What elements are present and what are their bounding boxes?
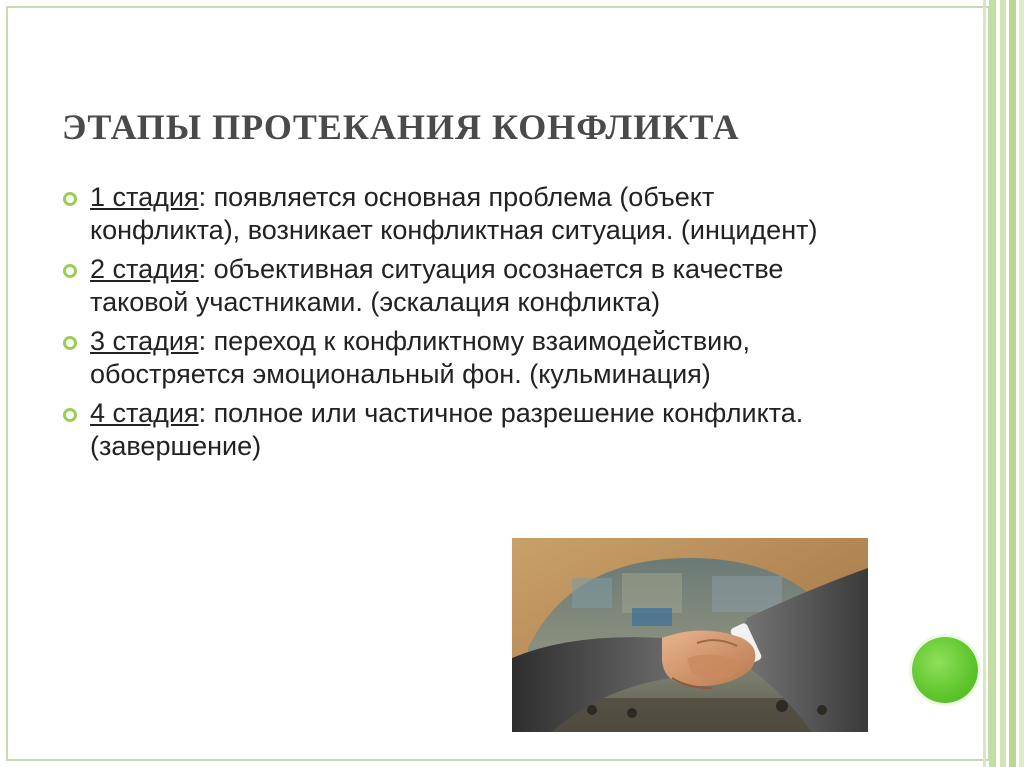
stage-label: 1 стадия: [90, 182, 199, 212]
stage-list: [58, 181, 858, 469]
green-circle-decoration: [912, 637, 978, 703]
handshake-image: [512, 538, 868, 732]
stage-description: : объективная ситуация осознается в качестве таковой участниками. (эскалация конфликта): [90, 254, 784, 317]
list-item: [58, 397, 858, 463]
stripe: [1009, 0, 1016, 767]
stripe: [983, 0, 986, 767]
stage-description: : появляется основная проблема (объект конфликта), возникает конфликтная ситуация. (инцидент): [90, 182, 818, 245]
bullet-ring-icon: [63, 408, 77, 422]
list-item: [58, 253, 858, 319]
list-item: [58, 181, 858, 247]
list-item: [58, 325, 858, 391]
bullet-ring-icon: [63, 336, 77, 350]
stage-label: 3 стадия: [90, 326, 199, 356]
stage-description: : переход к конфликтному взаимодействию, обостряется эмоциональный фон. (кульминация): [90, 326, 751, 389]
slide-title: ЭТАПЫ ПРОТЕКАНИЯ КОНФЛИКТА: [62, 107, 740, 147]
stage-description: : полное или частичное разрешение конфликта. (завершение): [90, 398, 804, 461]
stripe: [1019, 0, 1024, 767]
stage-label: 2 стадия: [90, 254, 199, 284]
stripe: [1000, 0, 1006, 767]
bullet-ring-icon: [63, 264, 77, 278]
stripe: [989, 0, 996, 767]
bullet-ring-icon: [63, 192, 77, 206]
decorative-stripes: [978, 0, 1024, 767]
stage-label: 4 стадия: [90, 398, 199, 428]
